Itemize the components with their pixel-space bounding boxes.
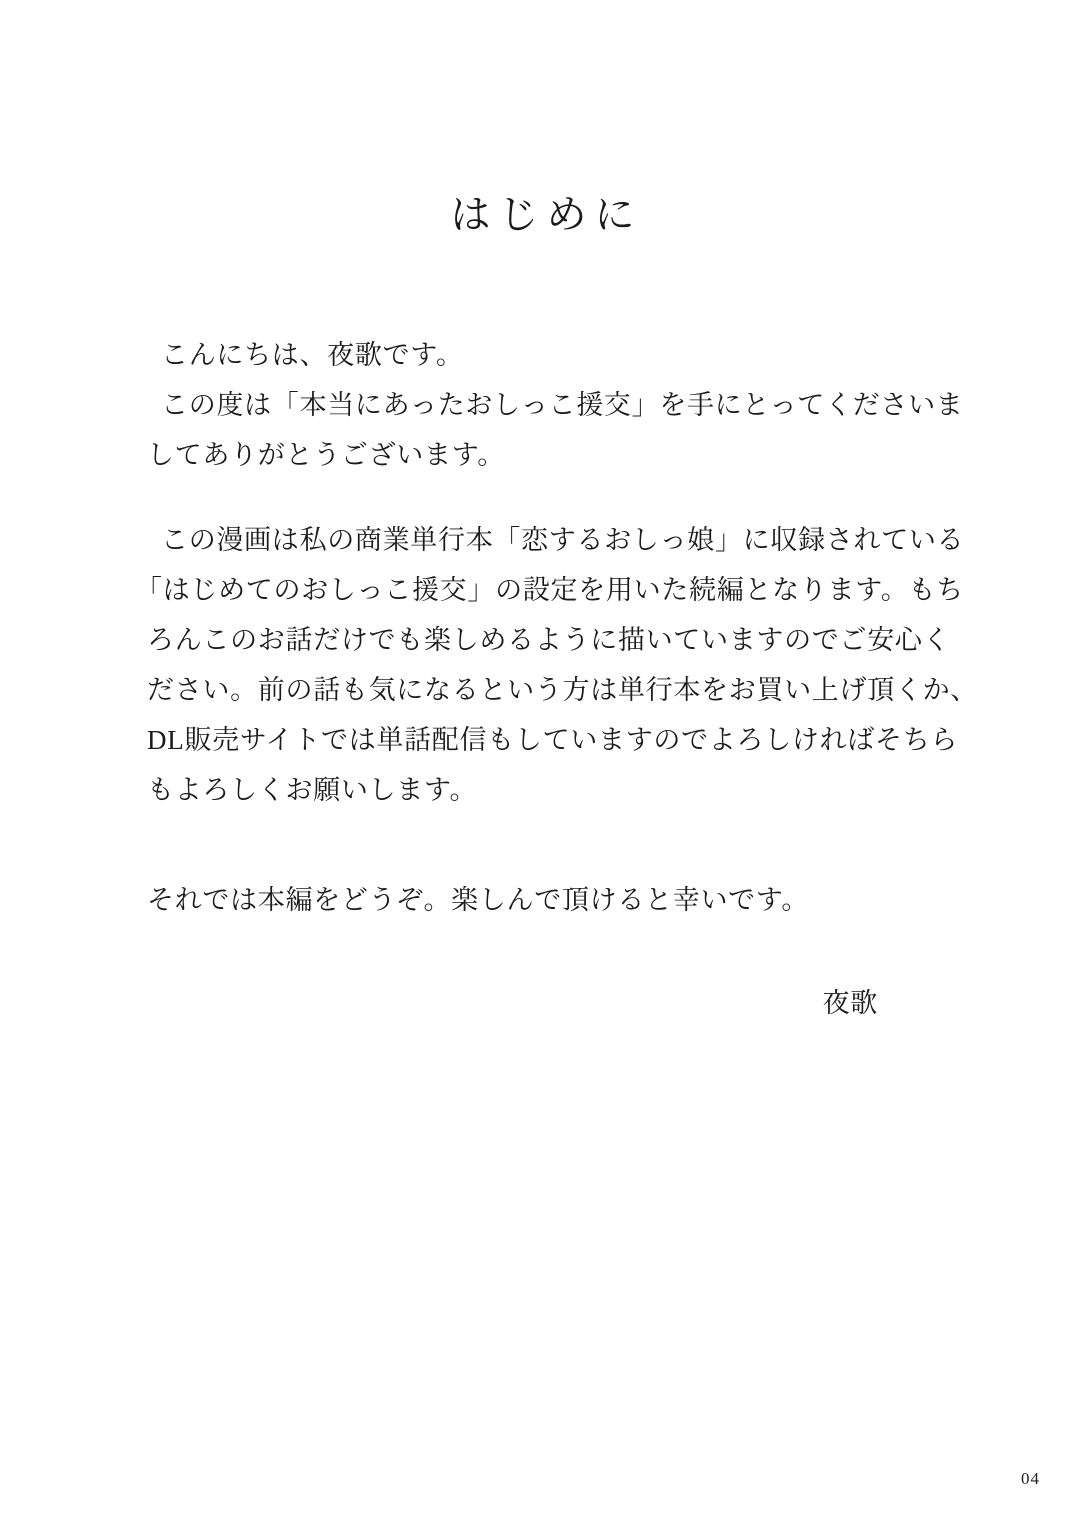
body-text [135,330,978,1028]
text-line: もよろしくお願いします。 [147,775,478,805]
text-line: ろんこのお話だけでも楽しめるように描いていますのでご安心く [147,625,951,655]
text-line: この度は「本当にあったおしっこ援交」を手にとってくださいま [161,390,964,420]
paragraph [147,380,963,480]
text-line: DL販売サイトでは単話配信もしていますのでよろしければそちら [147,725,959,755]
text-line: ださい。前の話も気になるという方は単行本をお買い上げ頂くか、 [147,675,978,705]
text-line: 「はじめてのおしっこ援交」の設定を用いた続編となります。もち [135,575,964,605]
text-line: してありがとうございます。 [147,440,505,470]
paragraph [147,875,963,925]
paragraph [135,515,978,815]
text-line: この漫画は私の商業単行本「恋するおしっ娘」に収録されている [161,525,965,555]
text-line: それでは本編をどうぞ。楽しんで頂けると幸いです。 [147,885,810,915]
text-line: こんにちは、夜歌です。 [161,340,464,370]
author-signature: 夜歌 [822,988,878,1018]
paragraph [147,330,963,380]
page-title: はじめに [450,192,643,237]
page-number: 04 [1021,1469,1040,1488]
